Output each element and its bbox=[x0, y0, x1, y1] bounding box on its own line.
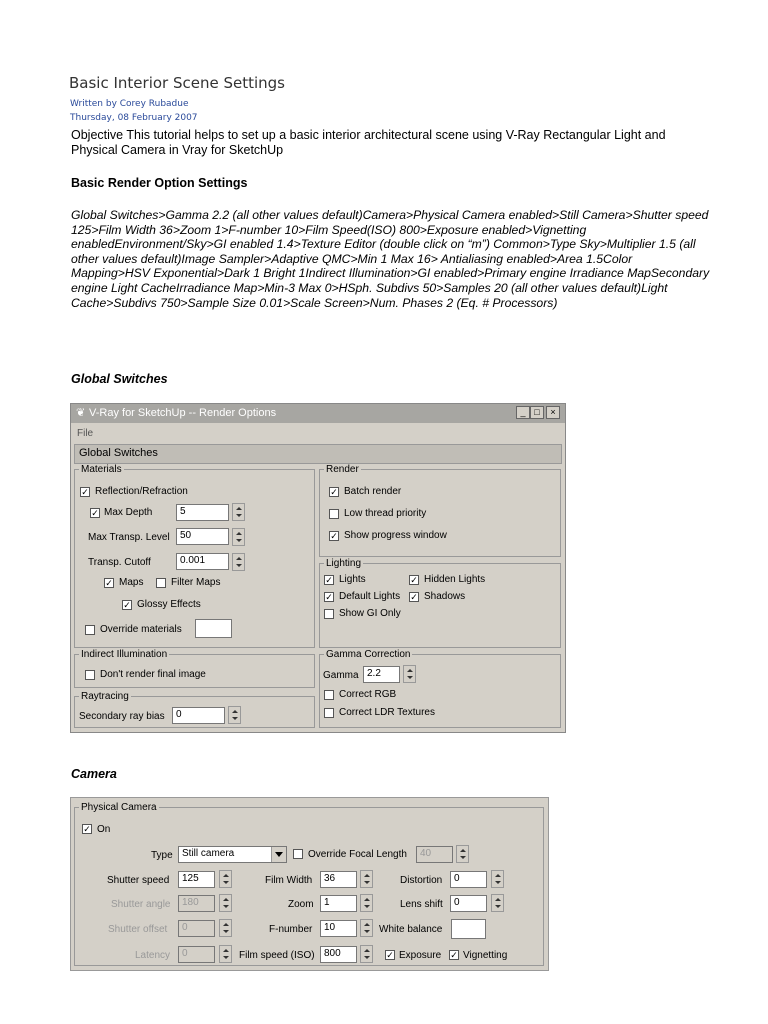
override-material-swatch[interactable] bbox=[195, 619, 232, 638]
ray-bias-label: Secondary ray bias bbox=[79, 711, 165, 722]
lighting-legend: Lighting bbox=[326, 558, 362, 569]
maximize-button[interactable]: □ bbox=[530, 406, 544, 419]
default-lights-checkbox[interactable]: ✓ bbox=[325, 592, 333, 602]
override-focal-checkbox[interactable] bbox=[293, 849, 303, 859]
lens-shift-spinner[interactable] bbox=[491, 894, 504, 912]
vignetting-checkbox[interactable]: ✓ bbox=[450, 950, 458, 960]
hidden-lights-checkbox[interactable]: ✓ bbox=[410, 575, 418, 585]
zoom-input[interactable]: 1 bbox=[320, 895, 357, 912]
vray-logo-icon: ❦ bbox=[76, 407, 86, 419]
focal-length-spinner[interactable] bbox=[456, 845, 469, 863]
date-line: Thursday, 08 February 2007 bbox=[70, 113, 198, 123]
correct-rgb-label: Correct RGB bbox=[339, 689, 397, 700]
page-title: Basic Interior Scene Settings bbox=[69, 74, 285, 92]
gamma-label: Gamma bbox=[323, 670, 359, 681]
max-transp-input[interactable]: 50 bbox=[176, 528, 229, 545]
author-line: Written by Corey Rubadue bbox=[70, 99, 189, 109]
zoom-spinner[interactable] bbox=[360, 894, 373, 912]
chevron-down-icon[interactable] bbox=[271, 847, 286, 862]
max-depth-spinner[interactable] bbox=[232, 503, 245, 521]
film-speed-input[interactable]: 800 bbox=[320, 946, 357, 963]
raytracing-legend: Raytracing bbox=[81, 691, 129, 702]
lighting-group bbox=[319, 558, 561, 648]
gamma-legend: Gamma Correction bbox=[326, 649, 411, 660]
physical-camera-legend: Physical Camera bbox=[81, 802, 157, 813]
distortion-input[interactable]: 0 bbox=[450, 871, 487, 888]
correct-rgb-checkbox[interactable] bbox=[324, 690, 334, 700]
latency-label: Latency bbox=[135, 950, 171, 961]
window-title: V-Ray for SketchUp -- Render Options bbox=[89, 407, 277, 419]
focal-length-input[interactable]: 40 bbox=[416, 846, 453, 863]
latency-spinner[interactable] bbox=[219, 945, 232, 963]
show-progress-checkbox[interactable]: ✓ bbox=[330, 531, 338, 541]
film-width-label: Film Width bbox=[265, 875, 313, 886]
max-transp-label: Max Transp. Level bbox=[88, 532, 170, 543]
override-materials-label: Override materials bbox=[100, 624, 182, 635]
shutter-angle-spinner[interactable] bbox=[219, 894, 232, 912]
type-label: Type bbox=[151, 850, 173, 861]
gamma-input[interactable]: 2.2 bbox=[363, 666, 400, 683]
lens-shift-label: Lens shift bbox=[400, 899, 443, 910]
dont-render-checkbox[interactable] bbox=[85, 670, 95, 680]
indirect-legend: Indirect Illumination bbox=[81, 649, 168, 660]
shutter-offset-input[interactable]: 0 bbox=[178, 920, 215, 937]
transp-cutoff-spinner[interactable] bbox=[232, 553, 245, 571]
film-width-spinner[interactable] bbox=[360, 870, 373, 888]
show-gi-checkbox[interactable] bbox=[324, 609, 334, 619]
glossy-label: Glossy Effects bbox=[137, 599, 201, 610]
latency-input[interactable]: 0 bbox=[178, 946, 215, 963]
settings-paragraph: Global Switches>Gamma 2.2 (all other values default)Camera>Physical Camera enabled>Still Camera>Shutter speed 125>Film Width 36>Zoom 1>F-number 10>Film Speed(ISO) 800>Exposure enabled>Vignetting enabledEnvironment/Sky>GI enabled 1.4>Texture Editor (double click on “m”) Common>Type Sky>Multiplier 1.5 (all other values default)Image Sampler>Adaptive QMC>Min 1 Max 16> Antialiasing enabled>Area 1.5Color Mapping>HSV Exponential>Dark 1 Bright 1Indirect Illumination>GI enabled>Primary engine Irradiance MapSecondary engine Light CacheIrradiance Map>Min-3 Max 0>HSph. Subdivs 50>Samples 20 (all other values default)Light Cache>Subdivs 750>Sample Size 0.01>Scale Screen>Num. Phases 2 (Eq. # Processors) bbox=[71, 208, 710, 310]
batch-render-label: Batch render bbox=[344, 486, 402, 497]
camera-type-value: Still camera bbox=[182, 848, 235, 859]
filter-maps-checkbox[interactable] bbox=[156, 578, 166, 588]
low-thread-label: Low thread priority bbox=[344, 508, 427, 519]
close-button[interactable]: × bbox=[546, 406, 560, 419]
camera-on-label: On bbox=[97, 824, 111, 835]
render-legend: Render bbox=[326, 464, 359, 475]
gamma-spinner[interactable] bbox=[403, 665, 416, 683]
white-balance-label: White balance bbox=[379, 924, 443, 935]
f-number-input[interactable]: 10 bbox=[320, 920, 357, 937]
filter-maps-label: Filter Maps bbox=[171, 577, 221, 588]
rollout-global-switches[interactable]: Global Switches bbox=[74, 444, 562, 464]
shadows-checkbox[interactable]: ✓ bbox=[410, 592, 418, 602]
low-thread-checkbox[interactable] bbox=[329, 509, 339, 519]
override-focal-label: Override Focal Length bbox=[308, 849, 407, 860]
zoom-label: Zoom bbox=[288, 899, 314, 910]
white-balance-swatch[interactable] bbox=[451, 919, 486, 939]
max-transp-spinner[interactable] bbox=[232, 528, 245, 546]
window-titlebar bbox=[71, 404, 565, 423]
minimize-button[interactable]: _ bbox=[516, 406, 530, 419]
hidden-lights-label: Hidden Lights bbox=[424, 574, 486, 585]
shutter-offset-spinner[interactable] bbox=[219, 919, 232, 937]
max-depth-checkbox[interactable]: ✓ bbox=[91, 508, 99, 518]
film-speed-label: Film speed (ISO) bbox=[239, 950, 315, 961]
materials-legend: Materials bbox=[81, 464, 122, 475]
max-depth-input[interactable]: 5 bbox=[176, 504, 229, 521]
default-lights-label: Default Lights bbox=[339, 591, 401, 602]
lights-label: Lights bbox=[339, 574, 366, 585]
exposure-label: Exposure bbox=[399, 950, 442, 961]
render-options-window bbox=[70, 403, 566, 733]
section-global-switches: Global Switches bbox=[71, 372, 168, 386]
film-speed-spinner[interactable] bbox=[360, 945, 373, 963]
transp-cutoff-label: Transp. Cutoff bbox=[88, 557, 151, 568]
shutter-offset-label: Shutter offset bbox=[108, 924, 168, 935]
transp-cutoff-input[interactable]: 0.001 bbox=[176, 553, 229, 570]
shutter-angle-input[interactable]: 180 bbox=[178, 895, 215, 912]
ray-bias-spinner[interactable] bbox=[228, 706, 241, 724]
max-depth-label: Max Depth bbox=[104, 507, 153, 518]
glossy-checkbox[interactable]: ✓ bbox=[123, 600, 131, 610]
section-camera: Camera bbox=[71, 767, 117, 781]
shutter-speed-input[interactable]: 125 bbox=[178, 871, 215, 888]
objective-paragraph: Objective This tutorial helps to set up a basic interior architectural scene using V-Ray Rectangular Light and Physical Camera in Vray for SketchUp bbox=[71, 128, 666, 157]
film-width-input[interactable]: 36 bbox=[320, 871, 357, 888]
menu-file[interactable]: File bbox=[77, 428, 94, 439]
shutter-speed-label: Shutter speed bbox=[107, 875, 170, 886]
ray-bias-input[interactable]: 0 bbox=[172, 707, 225, 724]
camera-on-checkbox[interactable]: ✓ bbox=[83, 824, 91, 834]
shutter-angle-label: Shutter angle bbox=[111, 899, 171, 910]
subheading: Basic Render Option Settings bbox=[71, 176, 248, 190]
camera-panel bbox=[70, 797, 549, 971]
dont-render-label: Don't render final image bbox=[100, 669, 206, 680]
override-materials-checkbox[interactable] bbox=[85, 625, 95, 635]
lens-shift-input[interactable]: 0 bbox=[450, 895, 487, 912]
shutter-speed-spinner[interactable] bbox=[219, 870, 232, 888]
distortion-label: Distortion bbox=[400, 875, 443, 886]
maps-label: Maps bbox=[119, 577, 144, 588]
lights-checkbox[interactable]: ✓ bbox=[325, 575, 333, 585]
correct-ldr-label: Correct LDR Textures bbox=[339, 707, 435, 718]
f-number-label: F-number bbox=[269, 924, 313, 935]
vignetting-label: Vignetting bbox=[463, 950, 508, 961]
exposure-checkbox[interactable]: ✓ bbox=[386, 950, 394, 960]
show-progress-label: Show progress window bbox=[344, 530, 447, 541]
camera-type-select[interactable] bbox=[178, 846, 287, 863]
batch-render-checkbox[interactable]: ✓ bbox=[330, 487, 338, 497]
correct-ldr-checkbox[interactable] bbox=[324, 708, 334, 718]
maps-checkbox[interactable]: ✓ bbox=[105, 578, 113, 588]
f-number-spinner[interactable] bbox=[360, 919, 373, 937]
show-gi-label: Show GI Only bbox=[339, 608, 401, 619]
distortion-spinner[interactable] bbox=[491, 870, 504, 888]
reflection-label: Reflection/Refraction bbox=[95, 486, 188, 497]
reflection-checkbox[interactable]: ✓ bbox=[81, 487, 89, 497]
shadows-label: Shadows bbox=[424, 591, 466, 602]
